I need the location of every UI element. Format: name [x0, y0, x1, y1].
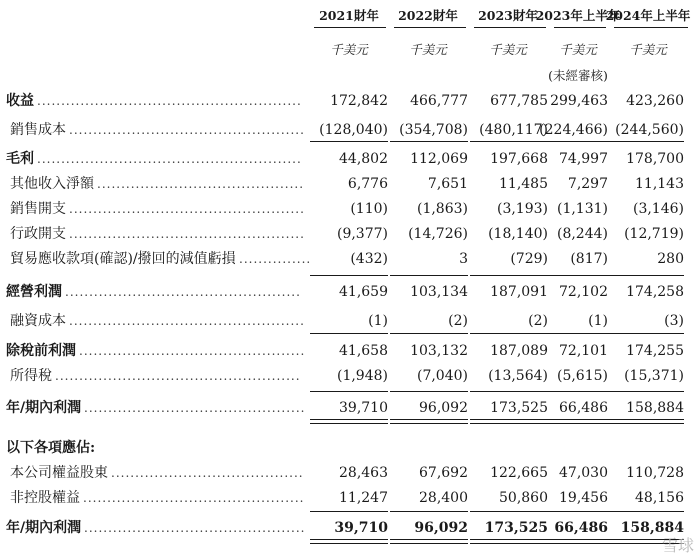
value-cell: (1,948) — [336, 368, 388, 384]
value-cell: (2) — [448, 313, 468, 329]
value-cell: (3,193) — [496, 201, 548, 217]
value-cell: 174,255 — [626, 343, 684, 359]
subtotal-rule — [310, 391, 388, 392]
table-row — [0, 364, 700, 388]
table-row — [0, 461, 700, 485]
value-cell: (224,466) — [539, 122, 608, 138]
subtotal-rule — [390, 333, 468, 334]
table-row — [0, 222, 700, 246]
value-cell: 197,668 — [490, 151, 548, 167]
value-cell: (14,726) — [408, 226, 468, 242]
leader-dots: .............................................. — [83, 491, 305, 505]
value-cell: 174,258 — [626, 284, 684, 300]
watermark: 雪球 — [661, 536, 694, 555]
row-label: 年/期內利潤 — [6, 520, 82, 536]
value-cell: (128,040) — [319, 122, 388, 138]
row-label: 收益 — [6, 93, 34, 109]
value-cell: 44,802 — [339, 151, 388, 167]
value-cell: (8,244) — [556, 226, 608, 242]
value-cell: 110,728 — [626, 465, 684, 481]
column-unit: 千美元 — [559, 42, 597, 57]
table-row — [0, 339, 700, 363]
value-cell: (1,131) — [556, 201, 608, 217]
subtotal-rule — [530, 333, 608, 334]
subtotal-rule — [530, 391, 608, 392]
value-cell: 112,069 — [410, 151, 468, 167]
unaudited-note: (未經審核) — [548, 68, 608, 83]
value-cell: 158,884 — [620, 520, 684, 536]
subtotal-rule — [390, 275, 468, 276]
subtotal-rule — [530, 275, 608, 276]
row-label: 除稅前利潤 — [6, 343, 76, 359]
value-cell: 28,400 — [419, 490, 468, 506]
value-cell: 11,247 — [339, 490, 388, 506]
row-label: 其他收入淨額 — [10, 176, 94, 192]
leader-dots: ................................................... — [55, 369, 301, 383]
subtotal-rule — [530, 511, 608, 512]
row-label: 非控股權益 — [10, 490, 80, 506]
value-cell: 7,297 — [567, 176, 608, 192]
value-cell: 11,485 — [499, 176, 548, 192]
table-row — [0, 89, 700, 113]
leader-dots: ................................................. — [69, 202, 305, 216]
value-cell: (432) — [350, 251, 388, 267]
row-label: 經營利潤 — [6, 284, 62, 300]
column-header-rule — [614, 27, 688, 28]
subtotal-rule — [606, 141, 684, 142]
table-row — [0, 309, 700, 333]
value-cell: 158,884 — [626, 400, 684, 416]
column-header-rule — [314, 27, 386, 28]
leader-dots: .............................................. — [84, 401, 306, 415]
value-cell: 47,030 — [559, 465, 608, 481]
value-cell: 39,710 — [339, 400, 388, 416]
table-row — [0, 247, 700, 271]
value-cell: (1,863) — [416, 201, 468, 217]
attributable-heading: 以下各項應佔: — [6, 440, 96, 456]
table-row — [0, 118, 700, 142]
subtotal-rule — [530, 141, 608, 142]
value-cell: 3 — [459, 251, 468, 267]
value-cell: 466,777 — [410, 93, 468, 109]
value-cell: 67,692 — [419, 465, 468, 481]
row-label: 貿易應收款項(確認)/撥回的減值虧損 — [10, 251, 236, 267]
leader-dots: ....................................................... — [37, 152, 302, 166]
subtotal-rule — [390, 141, 468, 142]
value-cell: 187,089 — [490, 343, 548, 359]
row-label: 毛利 — [6, 151, 34, 167]
value-cell: 299,463 — [550, 93, 608, 109]
row-label: 銷售開支 — [10, 201, 66, 217]
column-header-rule — [474, 27, 546, 28]
value-cell: (2) — [528, 313, 548, 329]
value-cell: (1) — [588, 313, 608, 329]
column-unit: 千美元 — [489, 42, 527, 57]
column-unit: 千美元 — [629, 42, 667, 57]
value-cell: (18,140) — [488, 226, 548, 242]
subtotal-rule — [310, 275, 388, 276]
table-row — [0, 197, 700, 221]
value-cell: (354,708) — [399, 122, 468, 138]
value-cell: 677,785 — [490, 93, 548, 109]
row-label: 所得稅 — [10, 368, 52, 384]
row-label: 年/期內利潤 — [6, 400, 82, 416]
value-cell: (817) — [570, 251, 608, 267]
table-row — [0, 396, 700, 420]
leader-dots: ................................................. — [69, 314, 305, 328]
table-row — [0, 280, 700, 304]
row-label: 本公司權益股東 — [10, 465, 108, 481]
value-cell: 66,486 — [559, 400, 608, 416]
subtotal-rule — [606, 275, 684, 276]
column-year-header: 2024年上半年 — [605, 8, 691, 23]
subtotal-rule — [390, 511, 468, 512]
value-cell: 173,525 — [484, 520, 548, 536]
value-cell: 96,092 — [414, 520, 468, 536]
value-cell: (15,371) — [624, 368, 684, 384]
value-cell: (110) — [350, 201, 388, 217]
leader-dots: ............... — [239, 252, 312, 266]
value-cell: 7,651 — [427, 176, 468, 192]
row-label: 銷售成本 — [10, 122, 66, 138]
total-double-rule — [606, 419, 684, 424]
value-cell: 103,134 — [410, 284, 468, 300]
column-unit: 千美元 — [330, 42, 368, 57]
total-double-rule — [530, 539, 608, 544]
subtotal-rule — [310, 511, 388, 512]
column-year-header: 2022財年 — [398, 8, 458, 23]
value-cell: 48,156 — [635, 490, 684, 506]
value-cell: 50,860 — [499, 490, 548, 506]
leader-dots: ....................................................... — [37, 94, 302, 108]
value-cell: 6,776 — [347, 176, 388, 192]
value-cell: 39,710 — [334, 520, 388, 536]
leader-dots: .............................................. — [84, 521, 306, 535]
leader-dots: ................................................. — [65, 285, 301, 299]
value-cell: 173,525 — [490, 400, 548, 416]
value-cell: 66,486 — [554, 520, 608, 536]
value-cell: (729) — [510, 251, 548, 267]
value-cell: (7,040) — [416, 368, 468, 384]
leader-dots: ................................................. — [69, 227, 305, 241]
value-cell: (3,146) — [632, 201, 684, 217]
column-header-rule — [554, 27, 606, 28]
subtotal-rule — [390, 391, 468, 392]
value-cell: (244,560) — [615, 122, 684, 138]
table-row — [0, 147, 700, 171]
leader-dots: ................................................. — [69, 123, 305, 137]
value-cell: (1) — [368, 313, 388, 329]
column-header-rule — [394, 27, 466, 28]
table-row — [0, 516, 700, 540]
total-double-rule — [390, 419, 468, 424]
value-cell: 19,456 — [559, 490, 608, 506]
table-row — [0, 172, 700, 196]
value-cell: 122,665 — [490, 465, 548, 481]
total-double-rule — [530, 419, 608, 424]
value-cell: (13,564) — [488, 368, 548, 384]
total-double-rule — [390, 539, 468, 544]
subtotal-rule — [606, 333, 684, 334]
leader-dots: ........................................... — [97, 177, 305, 191]
value-cell: 423,260 — [626, 93, 684, 109]
value-cell: 187,091 — [490, 284, 548, 300]
value-cell: 11,143 — [635, 176, 684, 192]
column-year-header: 2023財年 — [478, 8, 538, 23]
value-cell: (5,615) — [556, 368, 608, 384]
subtotal-rule — [606, 511, 684, 512]
column-year-header: 2023年上半年 — [535, 8, 621, 23]
leader-dots: ............................................... — [79, 344, 306, 358]
total-double-rule — [310, 539, 388, 544]
value-cell: 103,132 — [410, 343, 468, 359]
value-cell: 178,700 — [626, 151, 684, 167]
value-cell: 172,842 — [330, 93, 388, 109]
subtotal-rule — [310, 333, 388, 334]
value-cell: 74,997 — [559, 151, 608, 167]
value-cell: (480,117) — [479, 122, 548, 138]
value-cell: 41,658 — [339, 343, 388, 359]
value-cell: 41,659 — [339, 284, 388, 300]
leader-dots: ........................................ — [111, 466, 304, 480]
column-unit: 千美元 — [409, 42, 447, 57]
row-label: 融資成本 — [10, 313, 66, 329]
column-year-header: 2021財年 — [319, 8, 379, 23]
table-row — [0, 486, 700, 510]
subtotal-rule — [310, 141, 388, 142]
value-cell: 72,101 — [559, 343, 608, 359]
value-cell: (12,719) — [624, 226, 684, 242]
value-cell: 280 — [657, 251, 684, 267]
value-cell: 72,102 — [559, 284, 608, 300]
value-cell: 96,092 — [419, 400, 468, 416]
value-cell: (9,377) — [336, 226, 388, 242]
total-double-rule — [310, 419, 388, 424]
value-cell: 28,463 — [339, 465, 388, 481]
subtotal-rule — [606, 391, 684, 392]
value-cell: (3) — [664, 313, 684, 329]
row-label: 行政開支 — [10, 226, 66, 242]
